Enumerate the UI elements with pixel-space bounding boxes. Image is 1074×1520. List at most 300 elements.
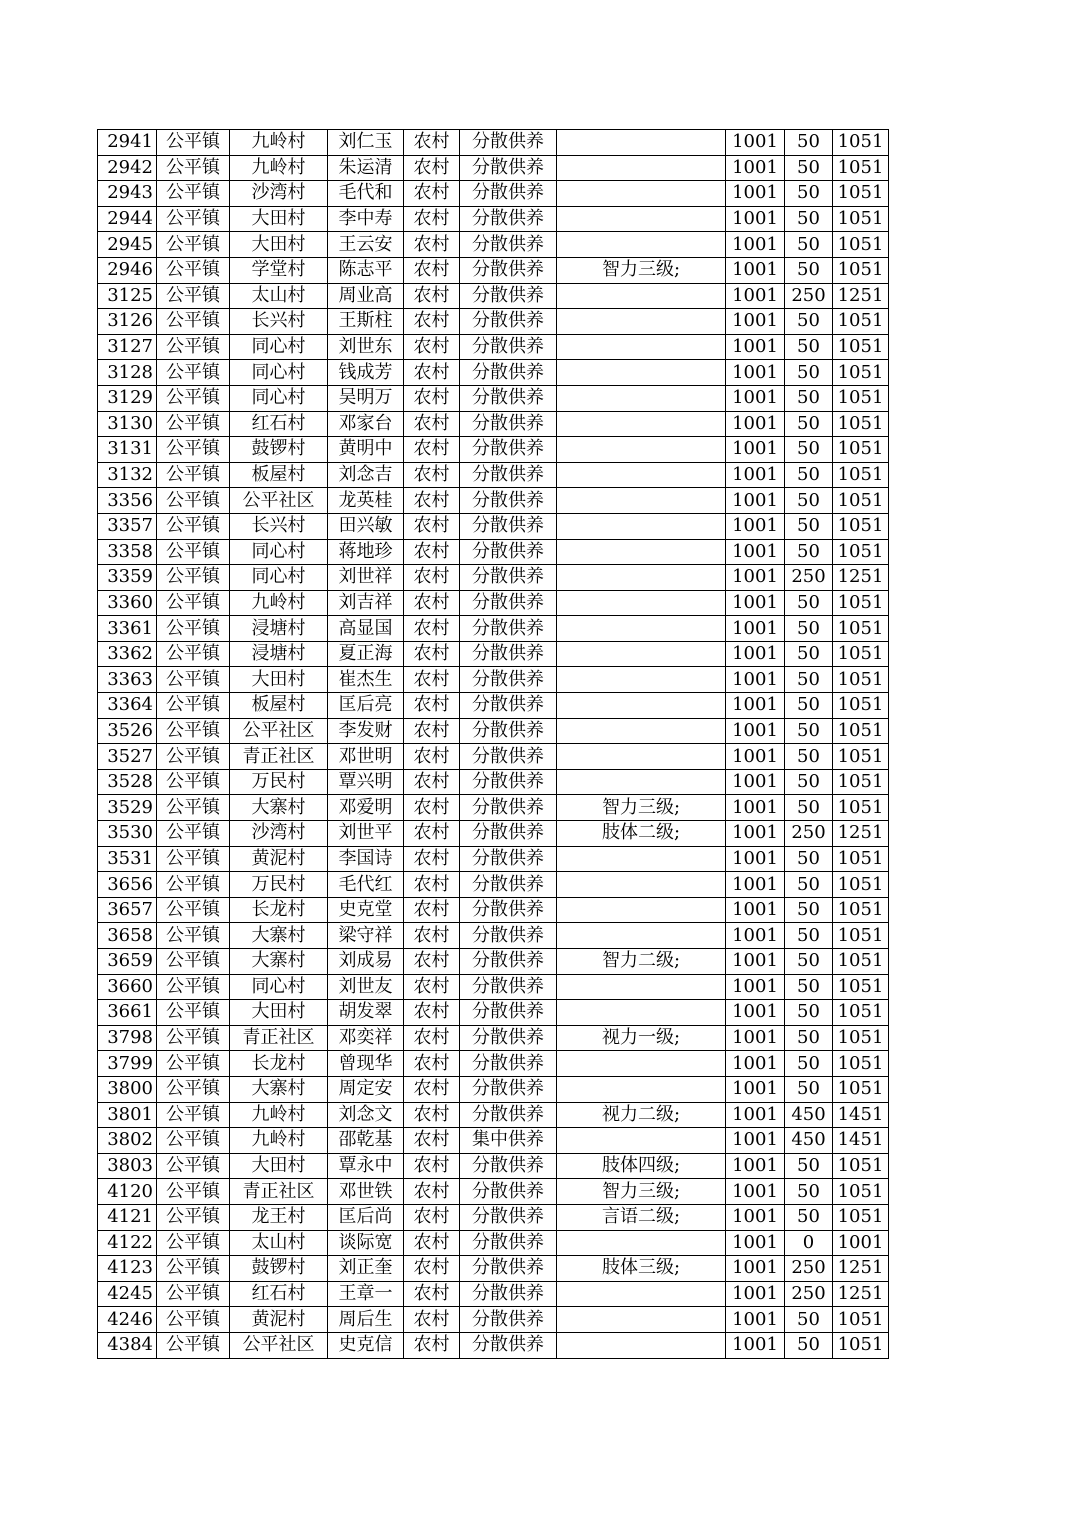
extra-amount-cell: 50 — [785, 949, 833, 975]
town-cell: 公平镇 — [157, 795, 230, 821]
total-amount-cell: 1051 — [833, 897, 889, 923]
total-amount-cell: 1051 — [833, 513, 889, 539]
base-amount-cell: 1001 — [726, 821, 785, 847]
base-amount-cell: 1001 — [726, 462, 785, 488]
total-amount-cell: 1251 — [833, 283, 889, 309]
total-amount-cell: 1051 — [833, 744, 889, 770]
record-id-cell: 3798 — [98, 1025, 157, 1051]
person-name-cell: 邓家台 — [328, 411, 404, 437]
total-amount-cell: 1051 — [833, 437, 889, 463]
total-amount-cell: 1051 — [833, 1076, 889, 1102]
base-amount-cell: 1001 — [726, 232, 785, 258]
record-id-cell: 2941 — [98, 130, 157, 156]
base-amount-cell: 1001 — [726, 1000, 785, 1026]
record-id-cell: 3364 — [98, 693, 157, 719]
base-amount-cell: 1001 — [726, 155, 785, 181]
town-cell: 公平镇 — [157, 232, 230, 258]
disability-level-cell — [557, 155, 726, 181]
total-amount-cell: 1051 — [833, 1204, 889, 1230]
household-type-cell: 农村 — [404, 206, 460, 232]
total-amount-cell: 1051 — [833, 769, 889, 795]
town-cell: 公平镇 — [157, 1102, 230, 1128]
person-name-cell: 刘正奎 — [328, 1256, 404, 1282]
base-amount-cell: 1001 — [726, 539, 785, 565]
extra-amount-cell: 50 — [785, 616, 833, 642]
support-type-cell: 分散供养 — [460, 334, 557, 360]
household-type-cell: 农村 — [404, 693, 460, 719]
extra-amount-cell: 50 — [785, 462, 833, 488]
extra-amount-cell: 50 — [785, 795, 833, 821]
record-id-cell: 3659 — [98, 949, 157, 975]
person-name-cell: 夏正海 — [328, 641, 404, 667]
village-cell: 万民村 — [230, 769, 328, 795]
disability-level-cell — [557, 667, 726, 693]
table-row — [98, 539, 889, 565]
village-cell: 大田村 — [230, 1000, 328, 1026]
support-type-cell: 分散供养 — [460, 539, 557, 565]
household-type-cell: 农村 — [404, 616, 460, 642]
support-type-cell: 分散供养 — [460, 1025, 557, 1051]
disability-level-cell: 肢体三级; — [557, 1256, 726, 1282]
town-cell: 公平镇 — [157, 257, 230, 283]
person-name-cell: 崔杰生 — [328, 667, 404, 693]
disability-level-cell — [557, 360, 726, 386]
total-amount-cell: 1051 — [833, 641, 889, 667]
record-id-cell: 4384 — [98, 1332, 157, 1358]
extra-amount-cell: 50 — [785, 769, 833, 795]
total-amount-cell: 1451 — [833, 1102, 889, 1128]
base-amount-cell: 1001 — [726, 1025, 785, 1051]
disability-level-cell — [557, 1307, 726, 1333]
extra-amount-cell: 50 — [785, 334, 833, 360]
village-cell: 九岭村 — [230, 1102, 328, 1128]
record-id-cell: 3359 — [98, 565, 157, 591]
record-id-cell: 3132 — [98, 462, 157, 488]
support-type-cell: 分散供养 — [460, 897, 557, 923]
person-name-cell: 蒋地珍 — [328, 539, 404, 565]
record-id-cell: 2942 — [98, 155, 157, 181]
disability-level-cell — [557, 1230, 726, 1256]
extra-amount-cell: 50 — [785, 1000, 833, 1026]
disability-level-cell: 智力三级; — [557, 1179, 726, 1205]
support-type-cell: 分散供养 — [460, 821, 557, 847]
extra-amount-cell: 50 — [785, 155, 833, 181]
disability-level-cell: 视力二级; — [557, 1102, 726, 1128]
record-id-cell: 4122 — [98, 1230, 157, 1256]
extra-amount-cell: 50 — [785, 667, 833, 693]
record-id-cell: 2943 — [98, 181, 157, 207]
village-cell: 同心村 — [230, 360, 328, 386]
table-row — [98, 769, 889, 795]
base-amount-cell: 1001 — [726, 565, 785, 591]
village-cell: 大寨村 — [230, 949, 328, 975]
person-name-cell: 刘世平 — [328, 821, 404, 847]
person-name-cell: 毛代红 — [328, 872, 404, 898]
disability-level-cell: 肢体二级; — [557, 821, 726, 847]
base-amount-cell: 1001 — [726, 1102, 785, 1128]
support-type-cell: 分散供养 — [460, 872, 557, 898]
table-row — [98, 181, 889, 207]
village-cell: 九岭村 — [230, 1128, 328, 1154]
support-type-cell: 分散供养 — [460, 641, 557, 667]
village-cell: 青正社区 — [230, 1025, 328, 1051]
base-amount-cell: 1001 — [726, 616, 785, 642]
town-cell: 公平镇 — [157, 949, 230, 975]
extra-amount-cell: 50 — [785, 923, 833, 949]
total-amount-cell: 1051 — [833, 1332, 889, 1358]
village-cell: 黄泥村 — [230, 1307, 328, 1333]
village-cell: 九岭村 — [230, 130, 328, 156]
total-amount-cell: 1451 — [833, 1128, 889, 1154]
total-amount-cell: 1051 — [833, 616, 889, 642]
record-id-cell: 3362 — [98, 641, 157, 667]
record-id-cell: 3358 — [98, 539, 157, 565]
table-row — [98, 974, 889, 1000]
town-cell: 公平镇 — [157, 309, 230, 335]
town-cell: 公平镇 — [157, 1128, 230, 1154]
household-type-cell: 农村 — [404, 1281, 460, 1307]
support-type-cell: 分散供养 — [460, 1179, 557, 1205]
household-type-cell: 农村 — [404, 1102, 460, 1128]
base-amount-cell: 1001 — [726, 641, 785, 667]
total-amount-cell: 1051 — [833, 385, 889, 411]
village-cell: 大田村 — [230, 232, 328, 258]
record-id-cell: 3530 — [98, 821, 157, 847]
support-type-cell: 分散供养 — [460, 949, 557, 975]
town-cell: 公平镇 — [157, 590, 230, 616]
record-id-cell: 3656 — [98, 872, 157, 898]
village-cell: 大寨村 — [230, 923, 328, 949]
person-name-cell: 匡后亮 — [328, 693, 404, 719]
support-type-cell: 分散供养 — [460, 1256, 557, 1282]
household-type-cell: 农村 — [404, 872, 460, 898]
record-id-cell: 3801 — [98, 1102, 157, 1128]
town-cell: 公平镇 — [157, 1281, 230, 1307]
town-cell: 公平镇 — [157, 488, 230, 514]
person-name-cell: 邓世铁 — [328, 1179, 404, 1205]
person-name-cell: 王斯柱 — [328, 309, 404, 335]
person-name-cell: 曾现华 — [328, 1051, 404, 1077]
record-id-cell: 4120 — [98, 1179, 157, 1205]
town-cell: 公平镇 — [157, 897, 230, 923]
disability-level-cell — [557, 130, 726, 156]
total-amount-cell: 1051 — [833, 130, 889, 156]
total-amount-cell: 1051 — [833, 360, 889, 386]
town-cell: 公平镇 — [157, 360, 230, 386]
village-cell: 万民村 — [230, 872, 328, 898]
support-type-cell: 分散供养 — [460, 590, 557, 616]
support-type-cell: 分散供养 — [460, 181, 557, 207]
base-amount-cell: 1001 — [726, 257, 785, 283]
household-type-cell: 农村 — [404, 539, 460, 565]
village-cell: 浸塘村 — [230, 616, 328, 642]
person-name-cell: 李发财 — [328, 718, 404, 744]
extra-amount-cell: 250 — [785, 283, 833, 309]
table-row — [98, 1281, 889, 1307]
household-type-cell: 农村 — [404, 1000, 460, 1026]
household-type-cell: 农村 — [404, 1307, 460, 1333]
base-amount-cell: 1001 — [726, 1204, 785, 1230]
village-cell: 太山村 — [230, 1230, 328, 1256]
base-amount-cell: 1001 — [726, 590, 785, 616]
village-cell: 浸塘村 — [230, 641, 328, 667]
record-id-cell: 3526 — [98, 718, 157, 744]
village-cell: 红石村 — [230, 1281, 328, 1307]
extra-amount-cell: 250 — [785, 1256, 833, 1282]
village-cell: 大寨村 — [230, 1076, 328, 1102]
extra-amount-cell: 250 — [785, 821, 833, 847]
town-cell: 公平镇 — [157, 1051, 230, 1077]
total-amount-cell: 1051 — [833, 232, 889, 258]
disability-level-cell — [557, 565, 726, 591]
support-type-cell: 分散供养 — [460, 360, 557, 386]
total-amount-cell: 1051 — [833, 334, 889, 360]
base-amount-cell: 1001 — [726, 437, 785, 463]
household-type-cell: 农村 — [404, 1076, 460, 1102]
table-row — [98, 1076, 889, 1102]
support-type-cell: 分散供养 — [460, 1307, 557, 1333]
village-cell: 学堂村 — [230, 257, 328, 283]
household-type-cell: 农村 — [404, 1179, 460, 1205]
support-type-cell: 分散供养 — [460, 1230, 557, 1256]
table-row — [98, 693, 889, 719]
person-name-cell: 史克信 — [328, 1332, 404, 1358]
base-amount-cell: 1001 — [726, 718, 785, 744]
town-cell: 公平镇 — [157, 334, 230, 360]
base-amount-cell: 1001 — [726, 949, 785, 975]
household-type-cell: 农村 — [404, 181, 460, 207]
household-type-cell: 农村 — [404, 974, 460, 1000]
table-row — [98, 897, 889, 923]
extra-amount-cell: 50 — [785, 1307, 833, 1333]
support-type-cell: 集中供养 — [460, 1128, 557, 1154]
support-type-cell: 分散供养 — [460, 513, 557, 539]
extra-amount-cell: 50 — [785, 1025, 833, 1051]
disability-level-cell — [557, 539, 726, 565]
record-id-cell: 3125 — [98, 283, 157, 309]
village-cell: 同心村 — [230, 565, 328, 591]
base-amount-cell: 1001 — [726, 488, 785, 514]
village-cell: 公平社区 — [230, 1332, 328, 1358]
extra-amount-cell: 250 — [785, 1281, 833, 1307]
disability-level-cell — [557, 1000, 726, 1026]
town-cell: 公平镇 — [157, 846, 230, 872]
record-id-cell: 3661 — [98, 1000, 157, 1026]
base-amount-cell: 1001 — [726, 872, 785, 898]
person-name-cell: 史克堂 — [328, 897, 404, 923]
village-cell: 黄泥村 — [230, 846, 328, 872]
disability-level-cell — [557, 897, 726, 923]
support-type-cell: 分散供养 — [460, 309, 557, 335]
household-type-cell: 农村 — [404, 1051, 460, 1077]
support-type-cell: 分散供养 — [460, 923, 557, 949]
village-cell: 太山村 — [230, 283, 328, 309]
town-cell: 公平镇 — [157, 923, 230, 949]
base-amount-cell: 1001 — [726, 897, 785, 923]
total-amount-cell: 1051 — [833, 795, 889, 821]
person-name-cell: 邓爱明 — [328, 795, 404, 821]
support-type-cell: 分散供养 — [460, 795, 557, 821]
disability-level-cell — [557, 718, 726, 744]
record-id-cell: 2946 — [98, 257, 157, 283]
disability-level-cell — [557, 206, 726, 232]
table-row — [98, 1051, 889, 1077]
household-type-cell: 农村 — [404, 513, 460, 539]
disability-level-cell — [557, 693, 726, 719]
support-type-cell: 分散供养 — [460, 693, 557, 719]
household-type-cell: 农村 — [404, 334, 460, 360]
support-type-cell: 分散供养 — [460, 846, 557, 872]
town-cell: 公平镇 — [157, 744, 230, 770]
base-amount-cell: 1001 — [726, 846, 785, 872]
household-type-cell: 农村 — [404, 437, 460, 463]
base-amount-cell: 1001 — [726, 334, 785, 360]
town-cell: 公平镇 — [157, 513, 230, 539]
base-amount-cell: 1001 — [726, 411, 785, 437]
village-cell: 板屋村 — [230, 693, 328, 719]
town-cell: 公平镇 — [157, 821, 230, 847]
disability-level-cell — [557, 232, 726, 258]
town-cell: 公平镇 — [157, 1153, 230, 1179]
disability-level-cell — [557, 769, 726, 795]
person-name-cell: 黄明中 — [328, 437, 404, 463]
total-amount-cell: 1051 — [833, 1153, 889, 1179]
support-type-cell: 分散供养 — [460, 974, 557, 1000]
household-type-cell: 农村 — [404, 923, 460, 949]
person-name-cell: 邓世明 — [328, 744, 404, 770]
base-amount-cell: 1001 — [726, 283, 785, 309]
disability-level-cell: 智力二级; — [557, 949, 726, 975]
village-cell: 长龙村 — [230, 897, 328, 923]
support-type-cell: 分散供养 — [460, 488, 557, 514]
household-type-cell: 农村 — [404, 1332, 460, 1358]
table-row — [98, 1230, 889, 1256]
total-amount-cell: 1051 — [833, 181, 889, 207]
base-amount-cell: 1001 — [726, 923, 785, 949]
person-name-cell: 刘念文 — [328, 1102, 404, 1128]
person-name-cell: 周定安 — [328, 1076, 404, 1102]
total-amount-cell: 1251 — [833, 1281, 889, 1307]
support-type-cell: 分散供养 — [460, 769, 557, 795]
table-row — [98, 1307, 889, 1333]
village-cell: 沙湾村 — [230, 181, 328, 207]
extra-amount-cell: 50 — [785, 360, 833, 386]
base-amount-cell: 1001 — [726, 1332, 785, 1358]
disability-level-cell — [557, 872, 726, 898]
base-amount-cell: 1001 — [726, 1256, 785, 1282]
town-cell: 公平镇 — [157, 385, 230, 411]
village-cell: 长龙村 — [230, 1051, 328, 1077]
total-amount-cell: 1051 — [833, 693, 889, 719]
disability-level-cell — [557, 1332, 726, 1358]
total-amount-cell: 1051 — [833, 539, 889, 565]
town-cell: 公平镇 — [157, 1179, 230, 1205]
village-cell: 公平社区 — [230, 488, 328, 514]
table-row — [98, 565, 889, 591]
person-name-cell: 匡后尚 — [328, 1204, 404, 1230]
extra-amount-cell: 0 — [785, 1230, 833, 1256]
extra-amount-cell: 50 — [785, 513, 833, 539]
record-id-cell: 3128 — [98, 360, 157, 386]
village-cell: 九岭村 — [230, 155, 328, 181]
record-id-cell: 3531 — [98, 846, 157, 872]
extra-amount-cell: 250 — [785, 565, 833, 591]
village-cell: 同心村 — [230, 974, 328, 1000]
town-cell: 公平镇 — [157, 769, 230, 795]
base-amount-cell: 1001 — [726, 1128, 785, 1154]
base-amount-cell: 1001 — [726, 744, 785, 770]
base-amount-cell: 1001 — [726, 309, 785, 335]
support-type-cell: 分散供养 — [460, 385, 557, 411]
disability-level-cell — [557, 744, 726, 770]
disability-level-cell — [557, 1281, 726, 1307]
extra-amount-cell: 50 — [785, 309, 833, 335]
table-row — [98, 795, 889, 821]
support-type-cell: 分散供养 — [460, 744, 557, 770]
household-type-cell: 农村 — [404, 1204, 460, 1230]
village-cell: 青正社区 — [230, 744, 328, 770]
support-type-cell: 分散供养 — [460, 616, 557, 642]
support-type-cell: 分散供养 — [460, 232, 557, 258]
disability-level-cell — [557, 309, 726, 335]
table-row — [98, 232, 889, 258]
base-amount-cell: 1001 — [726, 795, 785, 821]
town-cell: 公平镇 — [157, 1076, 230, 1102]
support-type-cell: 分散供养 — [460, 565, 557, 591]
table-row — [98, 513, 889, 539]
person-name-cell: 刘念吉 — [328, 462, 404, 488]
town-cell: 公平镇 — [157, 1000, 230, 1026]
town-cell: 公平镇 — [157, 1230, 230, 1256]
total-amount-cell: 1051 — [833, 718, 889, 744]
base-amount-cell: 1001 — [726, 1307, 785, 1333]
town-cell: 公平镇 — [157, 206, 230, 232]
table-row — [98, 206, 889, 232]
household-type-cell: 农村 — [404, 155, 460, 181]
extra-amount-cell: 50 — [785, 974, 833, 1000]
person-name-cell: 李国诗 — [328, 846, 404, 872]
base-amount-cell: 1001 — [726, 1153, 785, 1179]
extra-amount-cell: 50 — [785, 539, 833, 565]
extra-amount-cell: 50 — [785, 1332, 833, 1358]
household-type-cell: 农村 — [404, 309, 460, 335]
table-row — [98, 923, 889, 949]
table-row — [98, 283, 889, 309]
town-cell: 公平镇 — [157, 155, 230, 181]
person-name-cell: 邵乾基 — [328, 1128, 404, 1154]
record-id-cell: 3803 — [98, 1153, 157, 1179]
support-type-cell: 分散供养 — [460, 1076, 557, 1102]
total-amount-cell: 1051 — [833, 462, 889, 488]
support-type-cell: 分散供养 — [460, 437, 557, 463]
table-row — [98, 667, 889, 693]
base-amount-cell: 1001 — [726, 1179, 785, 1205]
extra-amount-cell: 50 — [785, 1051, 833, 1077]
person-name-cell: 李中寿 — [328, 206, 404, 232]
town-cell: 公平镇 — [157, 693, 230, 719]
village-cell: 长兴村 — [230, 309, 328, 335]
support-type-cell: 分散供养 — [460, 1204, 557, 1230]
household-type-cell: 农村 — [404, 1128, 460, 1154]
household-type-cell: 农村 — [404, 744, 460, 770]
total-amount-cell: 1051 — [833, 949, 889, 975]
person-name-cell: 钱成芳 — [328, 360, 404, 386]
person-name-cell: 王章一 — [328, 1281, 404, 1307]
total-amount-cell: 1051 — [833, 488, 889, 514]
person-name-cell: 刘仁玉 — [328, 130, 404, 156]
extra-amount-cell: 50 — [785, 257, 833, 283]
total-amount-cell: 1051 — [833, 872, 889, 898]
